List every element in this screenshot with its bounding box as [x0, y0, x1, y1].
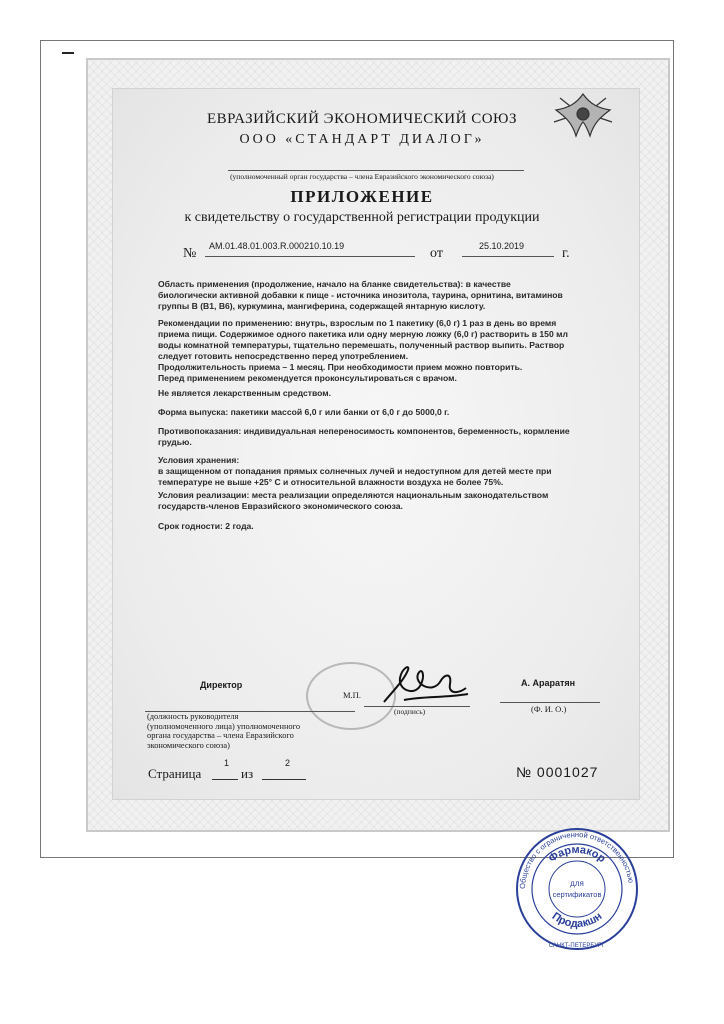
director-name: А. Араратян	[521, 678, 576, 688]
document-subtitle: к свидетельству о государственной регистрации продукции	[184, 210, 540, 225]
page-total-underline	[262, 779, 306, 780]
usage-paragraph: Рекомендации по применению: внутрь, взрослым по 1 пакетику (6,0 г) 1 раз в день во время приема пищи. Содержимое одного пакетика или одну мерную ложку (6,0 г) растворить в 150 мл воды комнатной температуры, тщательно перемешать, полученный раствор выпить. Раствор следует готовить непосредственно перед употреблением. Продолжительность приема – 1 месяц. При необходимости прием можно повторить. Перед применением рекомендуется проконсультироваться с врачом.	[158, 318, 568, 383]
page-number-underline	[212, 779, 238, 780]
number-underline	[205, 256, 415, 257]
signature-icon	[374, 660, 474, 710]
position-caption: (должность руководителя (уполномоченного лица) уполномоченного органа государства – члена Евразийского экономического союза)	[147, 712, 301, 750]
release-form-paragraph: Форма выпуска: пакетики массой 6,0 г или банки от 6,0 г до 5000,0 г.	[158, 407, 450, 417]
seal-outer-text: Общество с ограниченной ответственностью	[517, 829, 636, 890]
storage-paragraph: Условия хранения: в защищенном от попадания прямых солнечных лучей и недоступном для детей месте при температуре не выше +25° С и относительной влажности воздуха не более 75%.	[158, 455, 552, 487]
mp-label: М.П.	[343, 690, 361, 700]
company-seal-icon	[514, 826, 640, 952]
seal-center-line1: для	[570, 879, 584, 888]
corner-mark	[62, 52, 74, 54]
page-of-label: из	[241, 766, 254, 781]
seal-name-top: Фармакор	[546, 843, 608, 866]
year-suffix: г.	[562, 246, 570, 261]
shelf-life-paragraph: Срок годности: 2 года.	[158, 521, 254, 531]
name-underline	[500, 702, 600, 703]
serial-number: № 0001027	[516, 764, 599, 780]
not-medicine-paragraph: Не является лекарственным средством.	[158, 388, 332, 398]
date-underline	[462, 256, 554, 257]
page-label: Страница	[148, 766, 202, 781]
contraindications-paragraph: Противопоказания: индивидуальная непереносимость компонентов, беременность, кормление грудью.	[158, 426, 570, 447]
organization-underline	[228, 170, 524, 171]
number-sign: №	[183, 246, 197, 261]
fio-caption: (Ф. И. О.)	[531, 704, 567, 714]
certificate-date: 25.10.2019	[479, 241, 525, 251]
signature-caption: (подпись)	[394, 707, 426, 716]
organization-name: ООО «СТАНДАРТ ДИАЛОГ»	[239, 132, 485, 147]
director-label: Директор	[200, 680, 243, 690]
page-total: 2	[285, 758, 291, 768]
seal-name-bottom: Продакшн	[549, 910, 605, 931]
from-label: от	[430, 246, 443, 261]
seal-city: САНКТ-ПЕТЕРБУРГ	[548, 943, 606, 949]
union-heading: ЕВРАЗИЙСКИЙ ЭКОНОМИЧЕСКИЙ СОЮЗ	[207, 111, 517, 127]
svg-text:Фармакор	[547, 844, 608, 865]
seal-center-line2: сертификатов	[552, 890, 602, 899]
sale-conditions-paragraph: Условия реализации: места реализации определяются национальным законодательством государств-членов Евразийского экономического союза.	[158, 490, 549, 511]
svg-text:Продакшн	[550, 910, 605, 930]
scope-paragraph: Область применения (продолжение, начало на бланке свидетельства): в качестве биологически активной добавки к пище - источника инозитола, таурина, орнитина, витаминов группы В (В1, В6), куркумина, мангиферина, содержащей янтарную кислоту.	[158, 279, 563, 311]
page-number: 1	[224, 758, 230, 768]
document-title: ПРИЛОЖЕНИЕ	[290, 187, 434, 206]
organization-caption: (уполномоченный орган государства – члена Евразийского экономического союза)	[230, 172, 494, 181]
certificate-number: AM.01.48.01.003.R.000210.10.19	[209, 241, 345, 251]
